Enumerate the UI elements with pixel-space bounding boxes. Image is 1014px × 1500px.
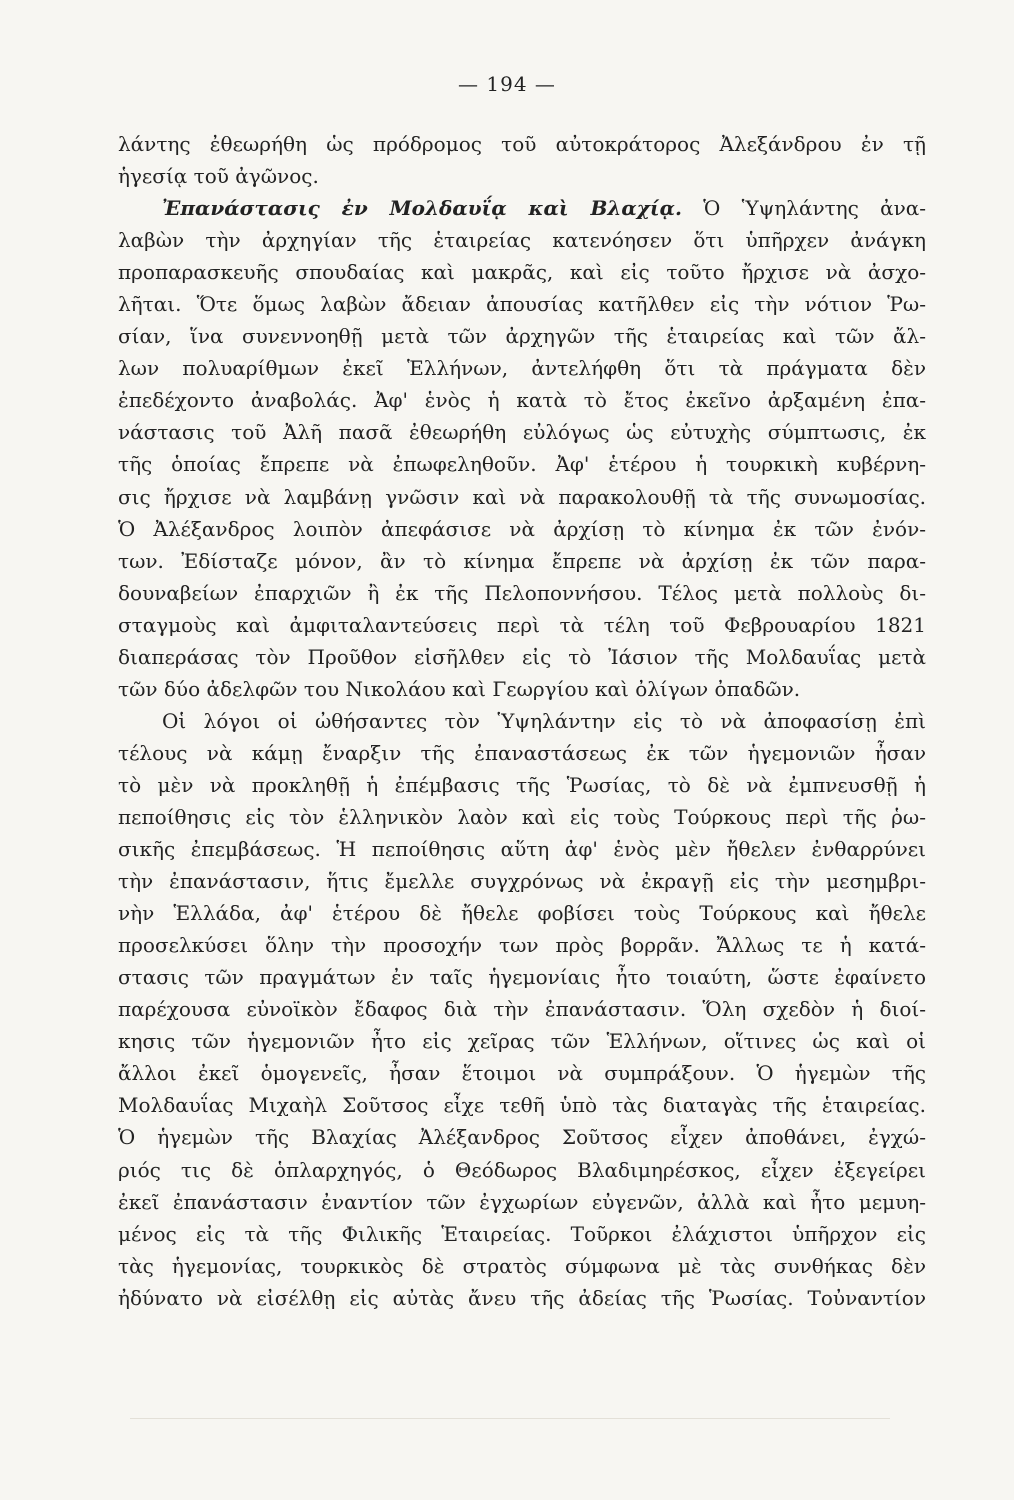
- page-number: — 194 —: [458, 72, 556, 96]
- line-text: παρέχουσα εὐνοϊκὸν ἔδαφος διὰ τὴν ἐπανάστασιν. Ὅλη σχεδὸν ἡ διοί-: [118, 997, 926, 1022]
- text-line: [118, 320, 926, 352]
- line-text: διαπεράσας τὸν Προῦθον εἰσῆλθεν εἰς τὸ Ἰάσιον τῆς Μολδαυΐας μετὰ: [118, 644, 926, 669]
- text-line: [118, 192, 926, 224]
- line-text: των. Ἐδίσταζε μόνον, ἂν τὸ κίνημα ἔπρεπε νὰ ἀρχίσῃ ἐκ τῶν παρα-: [118, 548, 926, 573]
- line-text: λαβὼν τὴν ἀρχηγίαν τῆς ἑταιρείας κατενόησεν ὅτι ὑπῆρχεν ἀνάγκη: [118, 228, 926, 253]
- text-line: [118, 1250, 926, 1282]
- text-line: [118, 609, 926, 641]
- text-line: [118, 993, 926, 1025]
- line-text: Μολδαυΐας Μιχαὴλ Σοῦτσος εἶχε τεθῆ ὑπὸ τὰς διαταγὰς τῆς ἑταιρείας.: [118, 1093, 926, 1118]
- line-text: Ὁ Ἀλέξανδρος λοιπὸν ἀπεφάσισε νὰ ἀρχίσῃ τὸ κίνημα ἐκ τῶν ἐνόν-: [118, 516, 926, 541]
- line-text: λῆται. Ὅτε ὅμως λαβὼν ἄδειαν ἀπουσίας κατῆλθεν εἰς τὴν νότιον Ῥω-: [118, 292, 926, 317]
- line-text: λάντης ἐθεωρήθη ὡς πρόδρομος τοῦ αὐτοκράτορος Ἀλεξάνδρου ἐν τῇ: [118, 132, 926, 156]
- line-text: ἡγεσίᾳ τοῦ ἀγῶνος.: [118, 164, 319, 189]
- text-line: [118, 929, 926, 961]
- line-text: Ὁ Ὑψηλάντης ἀνα-: [681, 196, 927, 221]
- text-line: [118, 865, 926, 897]
- line-text: τὴν ἐπανάστασιν, ἥτις ἔμελλε συγχρόνως νὰ ἐκραγῇ εἰς τὴν μεσημβρι-: [118, 869, 926, 894]
- line-text: τὸ μὲν νὰ προκληθῇ ἡ ἐπέμβασις τῆς Ῥωσίας, τὸ δὲ νὰ ἐμπνευσθῇ ἡ: [118, 772, 926, 797]
- line-text: Οἱ λόγοι οἱ ὠθήσαντες τὸν Ὑψηλάντην εἰς τὸ νὰ ἀποφασίσῃ ἐπὶ: [162, 708, 926, 733]
- text-line: [118, 833, 926, 865]
- text-line: [118, 1057, 926, 1089]
- text-line: [118, 160, 926, 192]
- text-line: [118, 416, 926, 448]
- line-text: προσελκύσει ὅλην τὴν προσοχήν των πρὸς βορρᾶν. Ἄλλως τε ἡ κατά-: [118, 933, 926, 958]
- text-line: [118, 673, 926, 705]
- text-line: [118, 513, 926, 545]
- text-line: [118, 384, 926, 416]
- section-heading: Ἐπανάστασις ἐν Μολδαυΐᾳ καὶ Βλαχίᾳ.: [162, 196, 682, 221]
- line-text: κησις τῶν ἡγεμονιῶν ἦτο εἰς χεῖρας τῶν Ἑλλήνων, οἵτινες ὡς καὶ οἱ: [118, 1029, 926, 1054]
- line-text: μένος εἰς τὰ τῆς Φιλικῆς Ἑταιρείας. Τοῦρκοι ἐλάχιστοι ὑπῆρχον εἰς: [118, 1221, 926, 1246]
- text-line: [118, 1186, 926, 1218]
- text-line: [118, 128, 926, 160]
- line-text: σίαν, ἵνα συνεννοηθῇ μετὰ τῶν ἀρχηγῶν τῆς ἑταιρείας καὶ τῶν ἄλ-: [118, 324, 926, 349]
- line-text: νὴν Ἑλλάδα, ἀφ' ἑτέρου δὲ ἤθελε φοβίσει τοὺς Τούρκους καὶ ἤθελε: [118, 901, 926, 926]
- text-line: [118, 224, 926, 256]
- text-line: [118, 1089, 926, 1121]
- text-line: [118, 897, 926, 929]
- line-text: πεποίθησις εἰς τὸν ἑλληνικὸν λαὸν καὶ εἰς τοὺς Τούρκους περὶ τῆς ῥω-: [118, 804, 926, 829]
- text-line: [118, 1025, 926, 1057]
- text-line: [118, 705, 926, 737]
- line-text: ἄλλοι ἐκεῖ ὁμογενεῖς, ἦσαν ἕτοιμοι νὰ συμπράξουν. Ὁ ἡγεμὼν τῆς: [118, 1061, 926, 1086]
- line-text: ἠδύνατο νὰ εἰσέλθῃ εἰς αὐτὰς ἄνευ τῆς ἀδείας τῆς Ῥωσίας. Τοὐναντίον: [118, 1285, 926, 1310]
- line-text: στασις τῶν πραγμάτων ἐν ταῖς ἡγεμονίαις ἦτο τοιαύτη, ὥστε ἐφαίνετο: [118, 965, 926, 990]
- line-text: τὰς ἡγεμονίας, τουρκικὸς δὲ στρατὸς σύμφωνα μὲ τὰς συνθήκας δὲν: [118, 1253, 926, 1278]
- text-line: [118, 352, 926, 384]
- line-text: σικῆς ἐπεμβάσεως. Ἡ πεποίθησις αὕτη ἀφ' ἑνὸς μὲν ἤθελεν ἐνθαρρύνει: [118, 837, 926, 862]
- text-line: [118, 256, 926, 288]
- text-line: [118, 481, 926, 513]
- line-text: τέλους νὰ κάμῃ ἔναρξιν τῆς ἐπαναστάσεως ἐκ τῶν ἡγεμονιῶν ἦσαν: [118, 740, 926, 765]
- line-text: τῆς ὁποίας ἔπρεπε νὰ ἐπωφεληθοῦν. Ἀφ' ἑτέρου ἡ τουρκικὴ κυβέρνη-: [118, 452, 926, 477]
- line-text: ριός τις δὲ ὁπλαρχηγός, ὁ Θεόδωρος Βλαδιμηρέσκος, εἶχεν ἐξεγείρει: [118, 1157, 926, 1182]
- text-line: [118, 288, 926, 320]
- text-line: [118, 1121, 926, 1153]
- line-text: προπαρασκευῆς σπουδαίας καὶ μακρᾶς, καὶ εἰς τοῦτο ἤρχισε νὰ ἀσχο-: [118, 260, 926, 285]
- text-line: [118, 769, 926, 801]
- body-text: [118, 128, 926, 1314]
- text-line: [118, 961, 926, 993]
- line-text: λων πολυαρίθμων ἐκεῖ Ἑλλήνων, ἀντελήφθη ὅτι τὰ πράγματα δὲν: [118, 356, 926, 381]
- bleed-through-divider: [130, 1418, 890, 1419]
- text-line: [118, 641, 926, 673]
- line-text: Ὁ ἡγεμὼν τῆς Βλαχίας Ἀλέξανδρος Σοῦτσος εἶχεν ἀποθάνει, ἐγχώ-: [118, 1125, 926, 1150]
- line-text: σταγμοὺς καὶ ἀμφιταλαντεύσεις περὶ τὰ τέλη τοῦ Φεβρουαρίου 1821: [118, 612, 926, 637]
- text-line: [118, 545, 926, 577]
- line-text: τῶν δύο ἀδελφῶν του Νικολάου καὶ Γεωργίου καὶ ὀλίγων ὀπαδῶν.: [118, 676, 801, 701]
- text-line: [118, 737, 926, 769]
- text-line: [118, 1282, 926, 1314]
- text-line: [118, 448, 926, 480]
- text-line: [118, 801, 926, 833]
- line-text: ἐπεδέχοντο ἀναβολάς. Ἀφ' ἑνὸς ἡ κατὰ τὸ ἔτος ἐκεῖνο ἀρξαμένη ἐπα-: [118, 388, 926, 413]
- text-line: [118, 1218, 926, 1250]
- line-text: δουναβείων ἐπαρχιῶν ἢ ἐκ τῆς Πελοποννήσου. Τέλος μετὰ πολλοὺς δι-: [118, 580, 926, 605]
- line-text: σις ἤρχισε νὰ λαμβάνῃ γνῶσιν καὶ νὰ παρακολουθῇ τὰ τῆς συνωμοσίας.: [118, 484, 926, 509]
- text-line: [118, 1154, 926, 1186]
- text-line: [118, 577, 926, 609]
- line-text: νάστασις τοῦ Ἀλῆ πασᾶ ἐθεωρήθη εὐλόγως ὡς εὐτυχὴς σύμπτωσις, ἐκ: [118, 420, 926, 445]
- line-text: ἐκεῖ ἐπανάστασιν ἐναντίον τῶν ἐγχωρίων εὐγενῶν, ἀλλὰ καὶ ἦτο μεμυη-: [118, 1189, 926, 1214]
